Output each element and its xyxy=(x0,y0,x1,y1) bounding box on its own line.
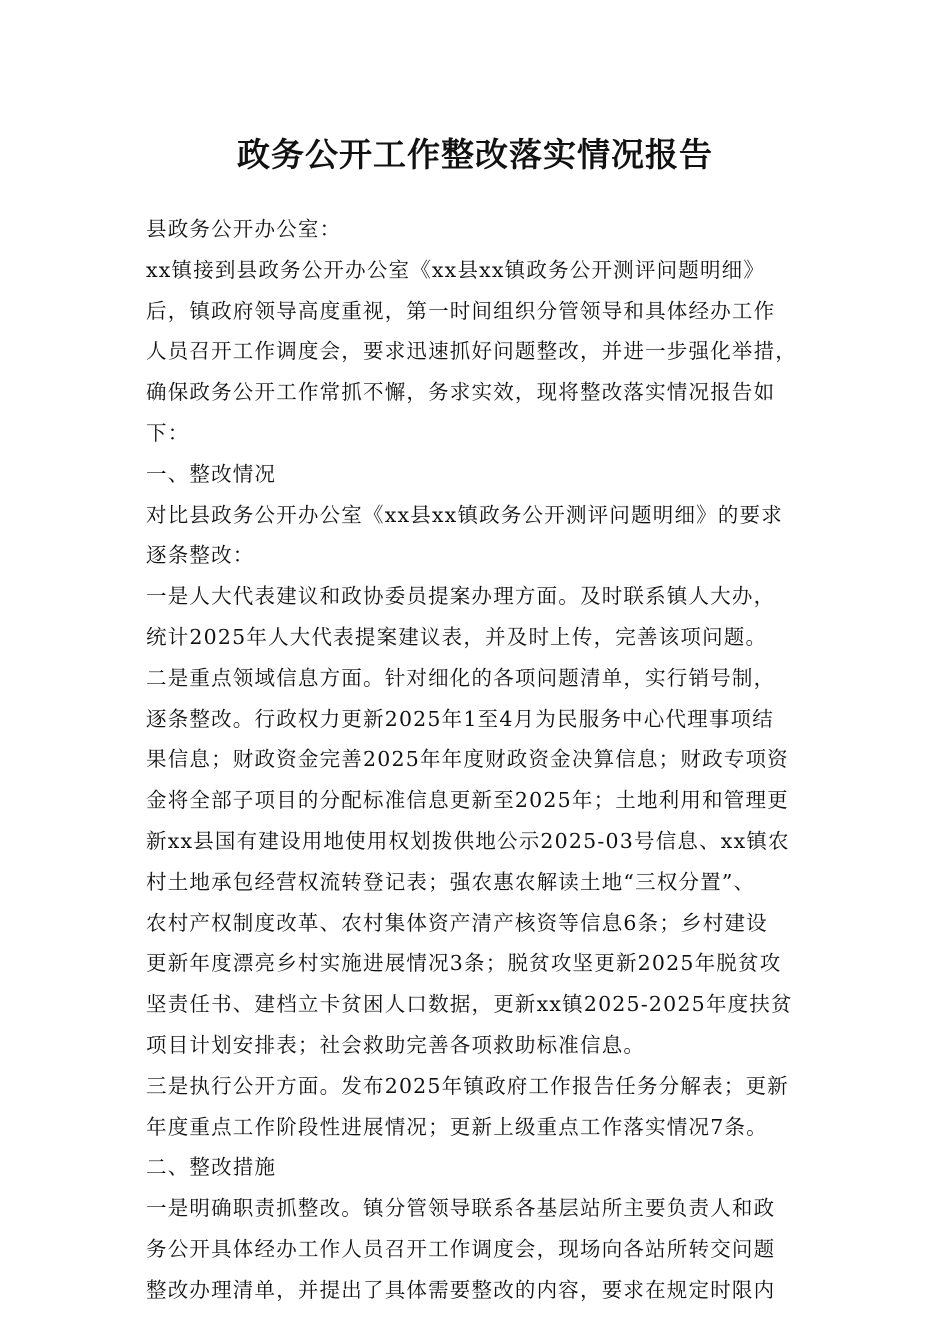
paragraph-line: 项目计划安排表；社会救助完善各项救助标准信息。 xyxy=(146,1032,646,1057)
paragraph-line: 整改办理清单，并提出了具体需要整改的内容，要求在规定时限内 xyxy=(146,1277,776,1302)
paragraph-line: 果信息；财政资金完善2025年年度财政资金决算信息；财政专项资 xyxy=(146,747,789,772)
paragraph-line: 农村产权制度改革、农村集体资产清产核资等信息6条；乡村建设 xyxy=(146,910,768,935)
section-heading-rectification-status: 一、整改情况 xyxy=(146,461,277,486)
paragraph-line: 村土地承包经营权流转登记表；强农惠农解读土地“三权分置”、 xyxy=(146,869,756,894)
paragraph-line: 确保政务公开工作常抓不懈，务求实效，现将整改落实情况报告如 xyxy=(146,380,776,405)
paragraph-line: 更新年度漂亮乡村实施进展情况3条；脱贫攻坚更新2025年脱贫攻 xyxy=(146,951,782,976)
paragraph-line: 务公开具体经办工作人员召开工作调度会，现场向各站所转交问题 xyxy=(146,1236,776,1261)
paragraph-line: 后，镇政府领导高度重视，第一时间组织分管领导和具体经办工作 xyxy=(146,298,776,323)
paragraph-line: 三是执行公开方面。发布2025年镇政府工作报告任务分解表；更新 xyxy=(146,1073,789,1098)
paragraph-line: 金将全部子项目的分配标准信息更新至2025年；土地利用和管理更 xyxy=(146,788,789,813)
paragraph-line: 人员召开工作调度会，要求迅速抓好问题整改，并进一步强化举措， xyxy=(146,339,797,364)
paragraph-line: 二是重点领域信息方面。针对细化的各项问题清单，实行销号制， xyxy=(146,665,776,690)
paragraph-line: 逐条整改： xyxy=(146,543,255,568)
paragraph-line: 一是人大代表建议和政协委员提案办理方面。及时联系镇人大办， xyxy=(146,584,776,609)
paragraph-line: 统计2025年人大代表提案建议表，并及时上传，完善该项问题。 xyxy=(146,624,768,649)
paragraph-line: 一是明确职责抓整改。镇分管领导联系各基层站所主要负责人和政 xyxy=(146,1196,776,1221)
document-body xyxy=(146,209,821,1311)
section-heading-rectification-measures: 二、整改措施 xyxy=(146,1155,277,1180)
document-title: 政务公开工作整改落实情况报告 xyxy=(237,135,713,174)
paragraph-line: 逐条整改。行政权力更新2025年1至4月为民服务中心代理事项结 xyxy=(146,706,774,731)
paragraph-line: 对比县政务公开办公室《xx县xx镇政务公开测评问题明细》的要求 xyxy=(146,502,783,527)
paragraph-line: xx镇接到县政务公开办公室《xx县xx镇政务公开测评问题明细》 xyxy=(146,257,766,282)
paragraph-line: 坚责任书、建档立卡贫困人口数据，更新xx镇2025-2025年度扶贫 xyxy=(146,992,793,1017)
salutation: 县政务公开办公室： xyxy=(146,217,342,241)
paragraph-line: 年度重点工作阶段性进展情况；更新上级重点工作落实情况7条。 xyxy=(146,1114,768,1139)
paragraph-line: 新xx县国有建设用地使用权划拨供地公示2025-03号信息、xx镇农 xyxy=(146,828,790,853)
paragraph-line: 下： xyxy=(146,420,190,445)
